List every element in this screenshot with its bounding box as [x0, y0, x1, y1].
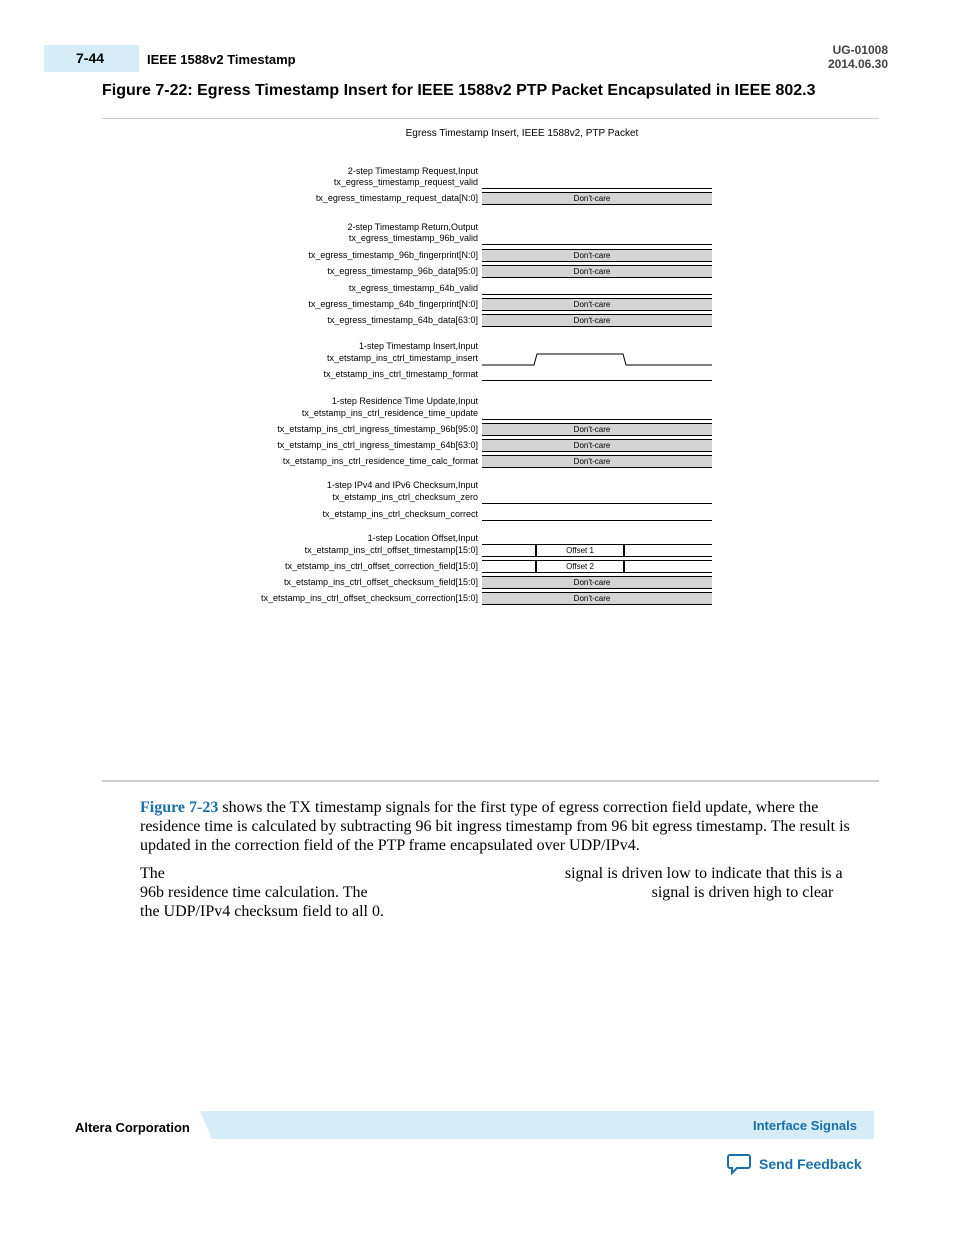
signal-name: tx_egress_timestamp_64b_valid: [348, 283, 478, 293]
signal-name: tx_etstamp_ins_ctrl_offset_correction_field[15:0]: [285, 561, 478, 571]
waveform-segment: [625, 560, 712, 573]
signal-name: tx_egress_timestamp_96b_valid: [348, 233, 478, 243]
bus-value-label: Don't-care: [573, 316, 611, 325]
waveform-low-line: [482, 188, 712, 189]
signal-name: tx_egress_timestamp_request_data[N:0]: [315, 193, 478, 203]
signal-name: tx_etstamp_ins_ctrl_timestamp_insert: [326, 353, 478, 363]
signal-name: tx_etstamp_ins_ctrl_offset_checksum_correction[15:0]: [261, 593, 478, 603]
paragraph-2-c: 96b residence time calculation. The: [140, 884, 368, 901]
paragraph-2-a: The: [140, 865, 165, 882]
signal-name: tx_etstamp_ins_ctrl_checksum_correct: [322, 509, 478, 519]
figure-link[interactable]: Figure 7-23: [140, 799, 219, 816]
signal-name: tx_egress_timestamp_64b_fingerprint[N:0]: [308, 299, 478, 309]
signal-name: tx_etstamp_ins_ctrl_ingress_timestamp_64b[63:0]: [277, 440, 478, 450]
signal-name: tx_egress_timestamp_96b_data[95:0]: [327, 266, 478, 276]
segment-value-label: Offset 2: [566, 562, 594, 571]
segment-value-label: Offset 1: [566, 546, 594, 555]
waveform-pulse: [482, 353, 714, 371]
waveform-low-line: [482, 503, 712, 504]
paragraph-2-b: signal is driven low to indicate that this is a: [564, 865, 843, 882]
bus-value-label: Don't-care: [573, 578, 611, 587]
paragraph-2-d: signal is driven high to clear: [651, 884, 834, 901]
company-name: Altera Corporation: [75, 1120, 190, 1135]
signal-name: tx_etstamp_ins_ctrl_timestamp_format: [323, 369, 478, 379]
signal-name: tx_etstamp_ins_ctrl_ingress_timestamp_96b[95:0]: [277, 424, 478, 434]
page-number: 7-44: [76, 50, 105, 66]
signal-group-label: 2-step Timestamp Return,Output: [347, 222, 478, 232]
bus-value-label: Don't-care: [573, 594, 611, 603]
running-section-title: IEEE 1588v2 Timestamp: [147, 52, 296, 67]
document-date: 2014.06.30: [827, 57, 888, 71]
waveform-low-line: [482, 380, 712, 381]
chapter-link[interactable]: Interface Signals: [752, 1118, 857, 1133]
paragraph-2: [140, 864, 875, 921]
signal-name: tx_egress_timestamp_request_valid: [333, 177, 478, 187]
bus-transition: [623, 560, 625, 573]
signal-group-label: 1-step IPv4 and IPv6 Checksum,Input: [326, 480, 478, 490]
waveform-low-line: [482, 520, 712, 521]
waveform-low-line: [482, 244, 712, 245]
waveform-low-line: [482, 419, 712, 420]
signal-group-label: 1-step Residence Time Update,Input: [331, 396, 478, 406]
signal-name: tx_etstamp_ins_ctrl_residence_time_calc_format: [282, 456, 478, 466]
document-number: UG-01008: [832, 43, 888, 57]
bus-value-label: Don't-care: [573, 441, 611, 450]
waveform-low-line: [482, 294, 712, 295]
send-feedback-button[interactable]: [727, 1153, 862, 1175]
bus-value-label: Don't-care: [573, 457, 611, 466]
waveform-title: Egress Timestamp Insert, IEEE 1588v2, PTP Packet: [405, 128, 639, 139]
signal-name: tx_etstamp_ins_ctrl_residence_time_update: [301, 408, 478, 418]
paragraph-1-text: shows the TX timestamp signals for the first type of egress correction field update, where the residence time is calculated by subtracting 96 bit ingress timestamp from 96 bit egress timestamp. The result is updated in the correction field of the PTP frame encapsulated over UDP/IPv4.: [140, 799, 850, 854]
bus-value-label: Don't-care: [573, 425, 611, 434]
signal-name: tx_egress_timestamp_96b_fingerprint[N:0]: [308, 250, 478, 260]
speech-bubble-icon: [727, 1153, 751, 1175]
signal-name: tx_etstamp_ins_ctrl_checksum_zero: [332, 492, 478, 502]
figure-title: Figure 7-22: Egress Timestamp Insert for IEEE 1588v2 PTP Packet Encapsulated in IEEE 802.3: [102, 82, 816, 99]
send-feedback-label: Send Feedback: [759, 1156, 862, 1172]
bus-value-label: Don't-care: [573, 300, 611, 309]
paragraph-1: [140, 798, 875, 855]
signal-group-label: 1-step Timestamp Insert,Input: [358, 341, 478, 351]
waveform-segment: [482, 560, 535, 573]
bus-value-label: Don't-care: [573, 194, 611, 203]
bus-transition: [623, 544, 625, 557]
signal-name: tx_etstamp_ins_ctrl_offset_timestamp[15:0]: [304, 545, 478, 555]
paragraph-2-e: the UDP/IPv4 checksum field to all 0.: [140, 903, 384, 920]
waveform-segment: [482, 544, 535, 557]
signal-group-label: 1-step Location Offset,Input: [367, 533, 478, 543]
signal-group-label: 2-step Timestamp Request,Input: [347, 166, 478, 176]
signal-name: tx_egress_timestamp_64b_data[63:0]: [327, 315, 478, 325]
figure-bottom-rule: [102, 780, 879, 782]
bus-value-label: Don't-care: [573, 251, 611, 260]
signal-name: tx_etstamp_ins_ctrl_offset_checksum_field[15:0]: [284, 577, 478, 587]
waveform-segment: [625, 544, 712, 557]
bus-value-label: Don't-care: [573, 267, 611, 276]
